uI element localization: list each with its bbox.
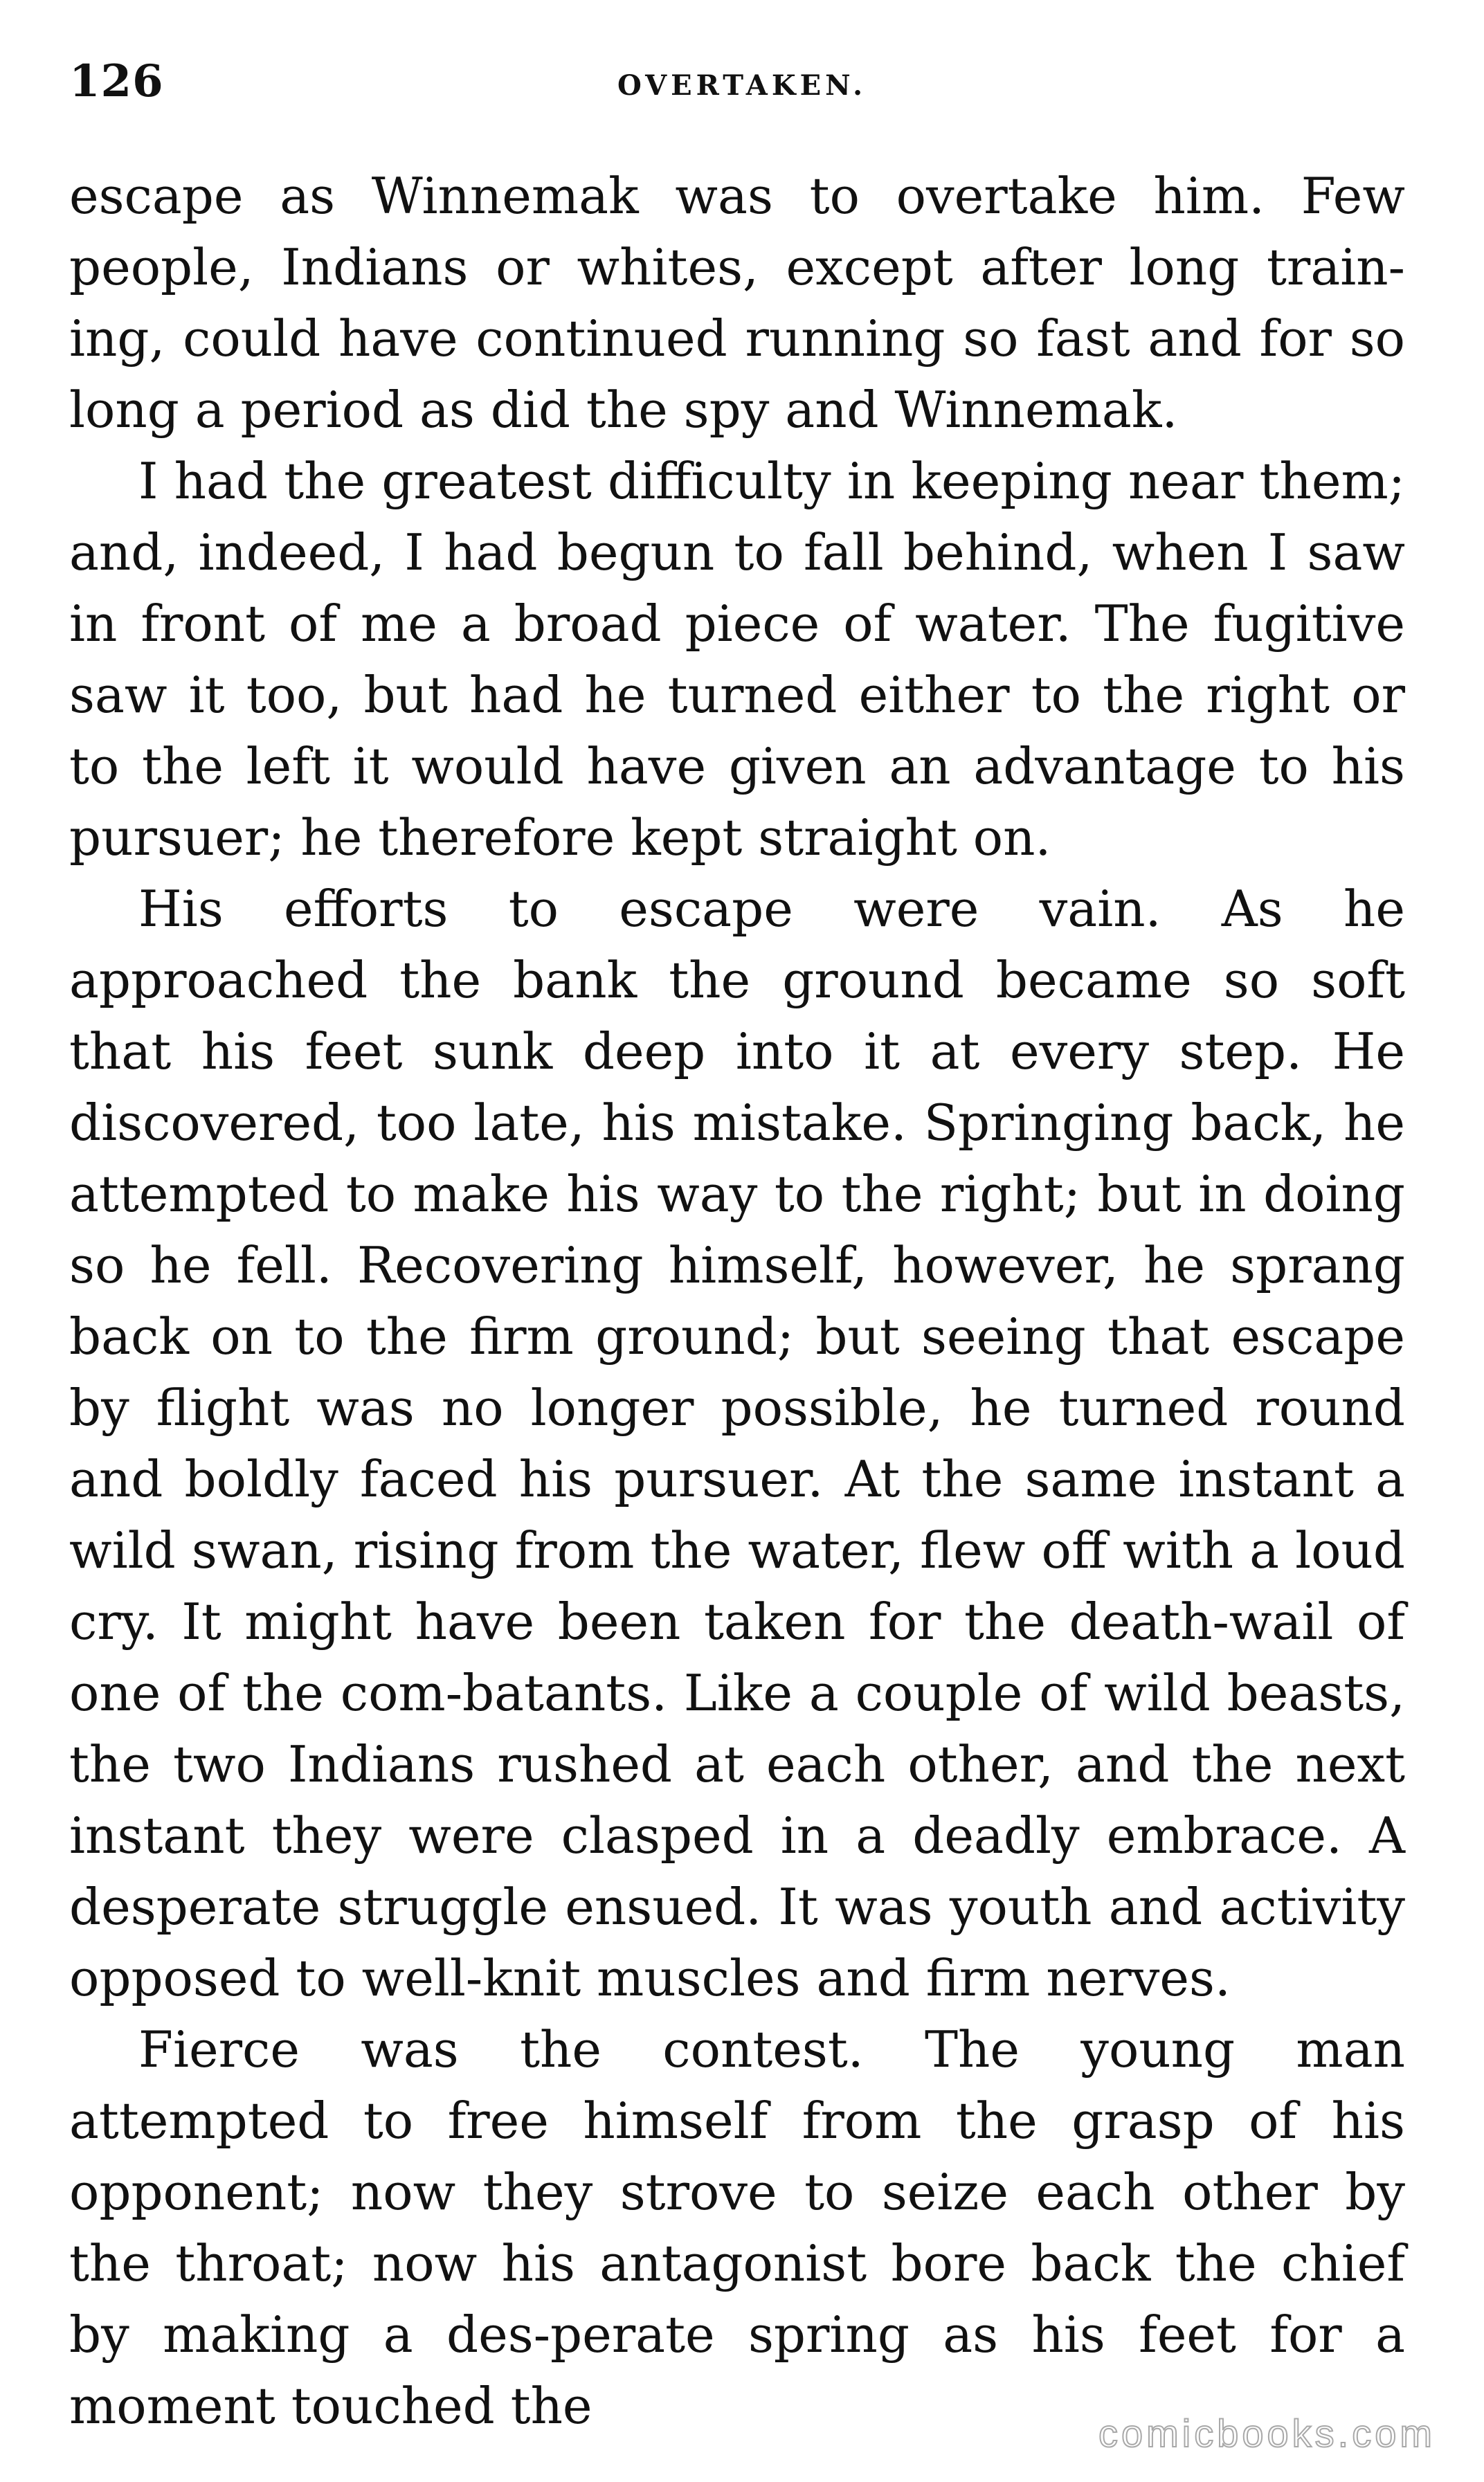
running-head bbox=[69, 48, 1415, 125]
paragraph: His efforts to escape were vain. As he approached the bank the ground became so soft that his feet sunk deep into it at every step. He discovered, too late, his mistake. Springing back, he attempted to make his way to the right; but in doing so he fell. Recovering himself, however, he sprang back on to the firm ground; but seeing that escape by flight was no longer possible, he turned round and boldly faced his pursuer. At the same instant a wild swan, rising from the water, flew off with a loud cry. It might have been taken for the death-wail of one of the com-batants. Like a couple of wild beasts, the two Indians rushed at each other, and the next instant they were clasped in a deadly embrace. A desperate struggle ensued. It was youth and activity opposed to well-knit muscles and firm nerves. bbox=[69, 880, 1405, 2007]
paragraph-continuation: escape as Winnemak was to overtake him. Few people, Indians or whites, except after long train-ing, could have continued running so fast and for so long a period as did the spy and Winnemak. bbox=[69, 167, 1405, 439]
page-number: 126 bbox=[69, 55, 164, 107]
site-watermark: comicbooks.com bbox=[1098, 2411, 1436, 2455]
body-text bbox=[69, 161, 1405, 2442]
chapter-title: OVERTAKEN. bbox=[617, 69, 867, 102]
paragraph: I had the greatest difficulty in keeping near them; and, indeed, I had begun to fall behind, when I saw in front of me a broad piece of water. The fugitive saw it too, but had he turned either to the right or to the left it would have given an advantage to his pursuer; he therefore kept straight on. bbox=[69, 452, 1405, 867]
paragraph: Fierce was the contest. The young man attempted to free himself from the grasp of his opponent; now they strove to seize each other by the throat; now his antagonist bore back the chief by making a des-perate spring as his feet for a moment touched the bbox=[69, 2020, 1405, 2435]
